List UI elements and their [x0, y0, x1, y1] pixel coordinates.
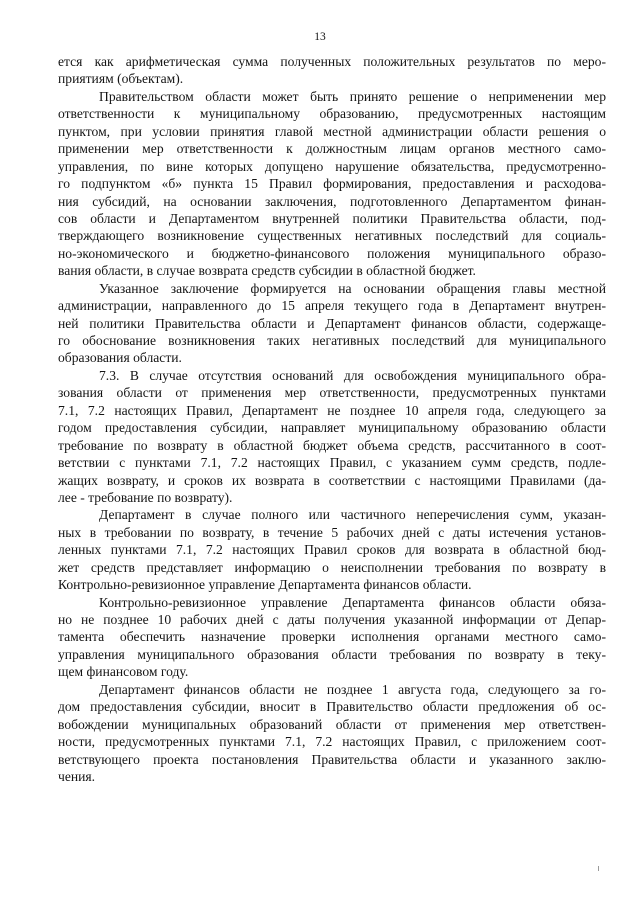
paragraph-line: го обоснование возникновения таких негативных последствий для муниципального — [58, 333, 606, 348]
paragraph-line: тамента обеспечить назначение проверки исполнения органами местного само- — [58, 629, 606, 645]
paragraph-line: тверждающего возникновение существенных негативных последствий для социаль- — [58, 228, 606, 244]
paragraph-line: администрации, направленного до 15 апреля текущего года в Департамент внутрен- — [58, 298, 606, 314]
paragraph — [58, 506, 606, 593]
paragraph-line: Департамент финансов области не позднее 1 августа года, следующего за го- — [99, 681, 606, 697]
paragraph-line: жащих возврату, и сроков их возврата в соответствии с настоящими Правилами (да- — [58, 472, 606, 488]
paragraph-line: ней политики Правительства области и Департамент финансов области, содержаще- — [58, 315, 606, 331]
paragraph-line: жет средств представляет информацию о неисполнении требования по возврату в — [58, 559, 606, 575]
paragraph-line: управления муниципального образования области требования по возврату в теку- — [58, 646, 606, 662]
paragraph-line: управления, по вине которых допущено нарушение обязательства, предусмотренно- — [58, 158, 606, 174]
paragraph-line: но не позднее 10 рабочих дней с даты получения указанной информации от Депар- — [58, 612, 606, 627]
paragraph-line: но-экономического и бюджетно-финансового положения муниципального образо- — [58, 245, 606, 261]
paragraph-line: 7.3. В случае отсутствия оснований для освобождения муниципального обра- — [99, 367, 606, 383]
paragraph-line: щем финансовом году. — [58, 664, 189, 680]
paragraph-line: Указанное заключение формируется на основании обращения главы местной — [99, 280, 606, 296]
paragraph-line: ния субсидий, на основании заключения, подготовленного Департаментом финан- — [58, 193, 606, 209]
paragraph-line: ных в требовании по возврату, в течение 5 рабочих дней с даты истечения установ- — [58, 524, 606, 540]
paragraph-line: зования области от применения мер ответственности, предусмотренных пунктами — [58, 385, 606, 401]
paragraph-line: ности, предусмотренных пунктами 7.1, 7.2 настоящих Правил, с приложением соот- — [58, 734, 606, 750]
paragraph-line: вобождении муниципальных образований области от применения мер ответствен- — [58, 716, 606, 732]
paragraph-line: Контрольно-ревизионное управление Департамента финансов области обяза- — [99, 594, 606, 610]
page-number: 13 — [314, 31, 326, 43]
paragraph — [58, 280, 606, 367]
paragraph-line: ответственности к муниципальному образованию, предусмотренных настоящим — [58, 106, 606, 122]
paragraph-line: годом предоставления субсидии, направляет муниципальному образованию области — [58, 420, 606, 436]
paragraph-line: вания области, в случае возврата средств субсидии в областной бюджет. — [58, 263, 476, 279]
scan-artifact-mark — [598, 866, 599, 871]
paragraph-line: применении мер ответственности к должностным лицам органов местного само- — [58, 141, 606, 157]
paragraph — [58, 681, 606, 786]
document-body — [58, 53, 606, 785]
paragraph-line: требование по возврату в областной бюджет объема средств, рассчитанного в соот- — [58, 437, 606, 453]
paragraph-line: Контрольно-ревизионное управление Департамента финансов области. — [58, 577, 472, 593]
paragraph — [58, 53, 606, 88]
paragraph-line: Департамент в случае полного или частичного неперечисления сумм, указан- — [99, 507, 606, 523]
paragraph-line: образования области. — [58, 350, 182, 366]
paragraph-line: 7.1, 7.2 настоящих Правил, Департамент не позднее 10 апреля года, следующего за — [58, 402, 606, 418]
paragraph-line: ленных пунктами 7.1, 7.2 настоящих Правил сроков для возврата в областной бюд- — [58, 542, 606, 558]
paragraph-line: Правительством области может быть принято решение о неприменении мер — [99, 88, 606, 104]
paragraph-line: го подпунктом «б» пункта 15 Правил формирования, предоставления и расходова- — [58, 176, 606, 192]
paragraph-line: сов области и Департаментом внутренней политики Правительства области, под- — [58, 210, 606, 226]
paragraph-line: лее - требование по возврату). — [58, 489, 233, 505]
paragraph — [58, 88, 606, 280]
paragraph-line: дом предоставления субсидии, вносит в Правительство области предложения об ос- — [58, 699, 606, 715]
paragraph-line: приятиям (объектам). — [58, 71, 184, 87]
paragraph-line: ется как арифметическая сумма полученных положительных результатов по меро- — [58, 54, 606, 69]
paragraph — [58, 594, 606, 681]
paragraph-line: пунктом, при условии принятия главой местной администрации области решения о — [58, 123, 606, 139]
paragraph — [58, 367, 606, 507]
paragraph-line: чения. — [58, 768, 96, 784]
paragraph-line: ветствии с пунктами 7.1, 7.2 настоящих Правил, с указанием сумм средств, подле- — [58, 455, 606, 471]
paragraph-line: ветствующего проекта постановления Правительства области и указанного заклю- — [58, 751, 606, 767]
